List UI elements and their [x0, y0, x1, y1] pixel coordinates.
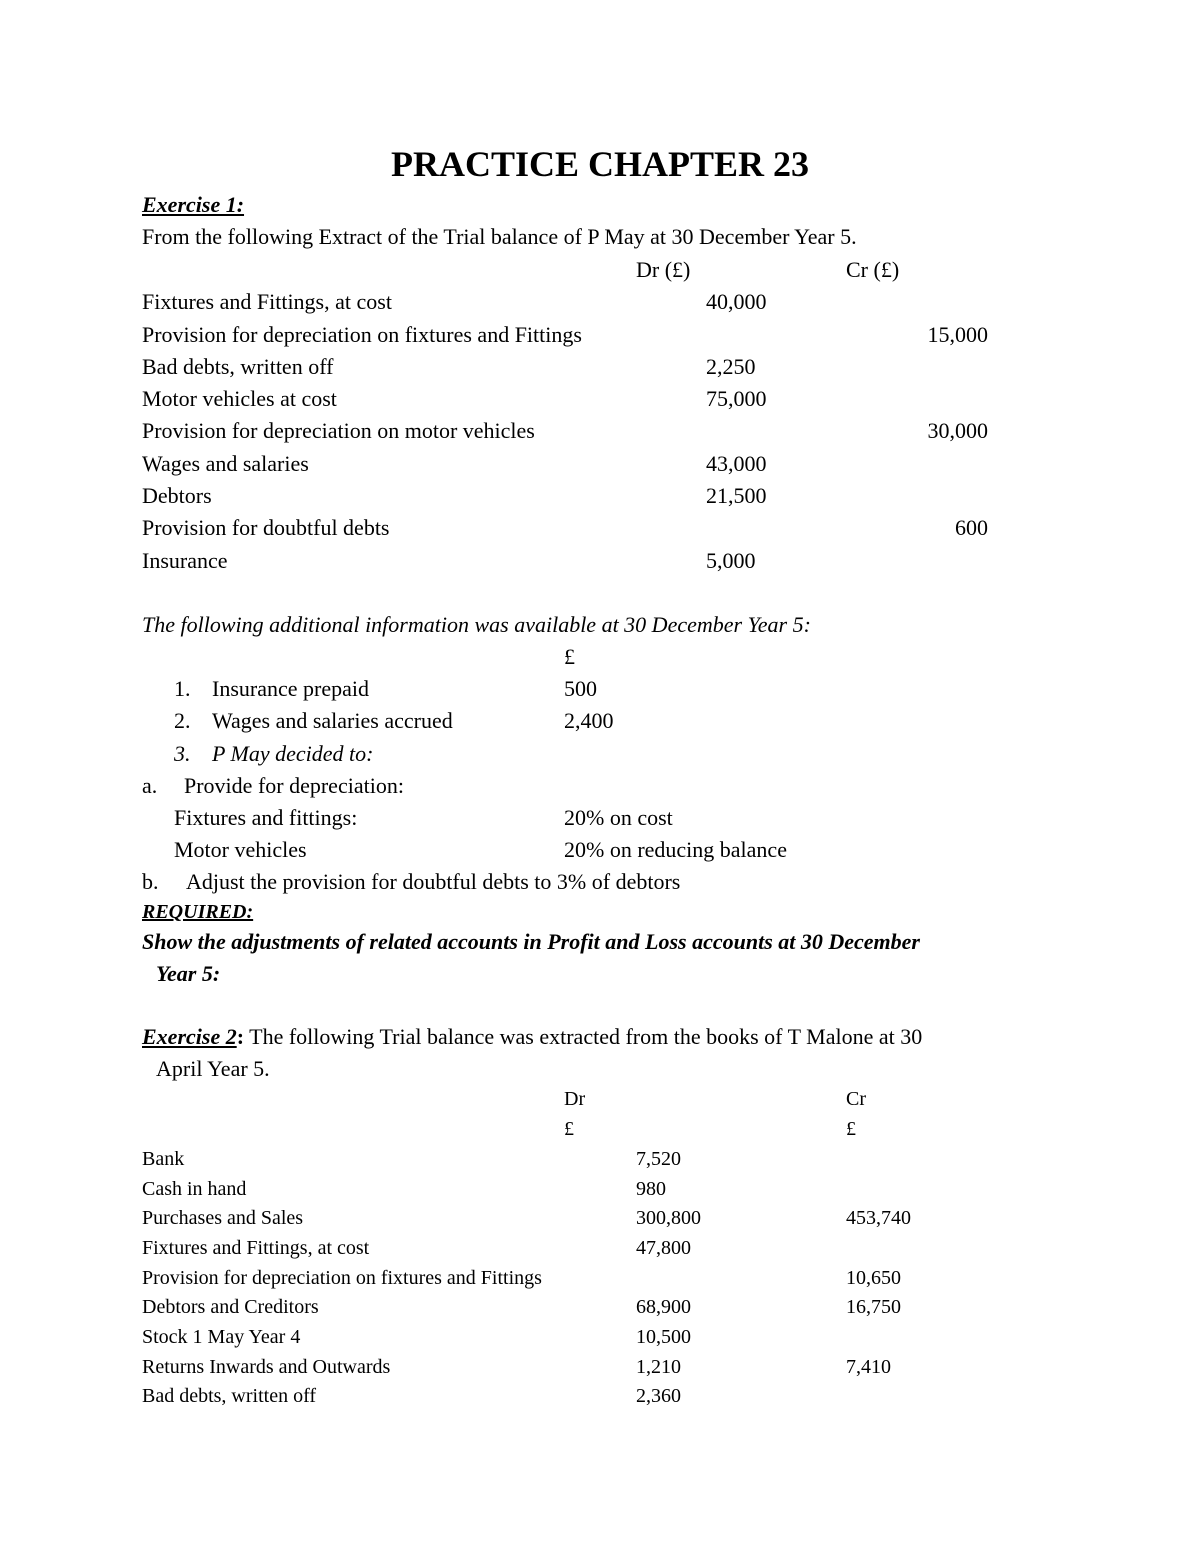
sub-item-a-marker: a.: [142, 773, 158, 798]
dep-label: Motor vehicles: [174, 837, 307, 862]
row-label: Fixtures and Fittings, at cost: [142, 289, 392, 314]
exercise-2-heading: Exercise 2: [142, 1024, 237, 1049]
row-label: Provision for doubtful debts: [142, 515, 390, 540]
row-dr: 1,210: [636, 1356, 681, 1378]
required-text-line2: Year 5:: [156, 961, 221, 986]
item-label: Insurance prepaid: [212, 676, 369, 701]
exercise-1-heading: Exercise 1:: [142, 192, 245, 217]
item-value: 500: [564, 676, 597, 701]
row-dr: 300,800: [636, 1207, 701, 1229]
ex1-cr-header: Cr (£): [846, 257, 900, 282]
row-dr: 47,800: [636, 1237, 691, 1259]
item-number: 3.: [174, 741, 191, 766]
row-label: Cash in hand: [142, 1178, 247, 1200]
row-label: Bad debts, written off: [142, 354, 334, 379]
page-title: PRACTICE CHAPTER 23: [390, 144, 810, 184]
row-dr: 21,500: [706, 483, 767, 508]
row-label: Purchases and Sales: [142, 1207, 304, 1229]
exercise-1-intro: From the following Extract of the Trial balance of P May at 30 December Year 5.: [142, 224, 857, 249]
row-cr: 600: [955, 515, 988, 540]
item-label: Wages and salaries accrued: [212, 708, 453, 733]
row-cr: 16,750: [846, 1296, 901, 1318]
required-text-line1: Show the adjustments of related accounts in Profit and Loss accounts at 30 December: [142, 929, 920, 954]
exercise-2-intro-line2: April Year 5.: [156, 1056, 270, 1081]
row-dr: 10,500: [636, 1326, 691, 1348]
ex2-dr-currency: £: [564, 1118, 574, 1140]
row-cr: 453,740: [846, 1207, 911, 1229]
row-dr: 2,250: [706, 354, 756, 379]
row-dr: 43,000: [706, 451, 767, 476]
row-label: Wages and salaries: [142, 451, 309, 476]
item-value: 2,400: [564, 708, 614, 733]
row-label: Fixtures and Fittings, at cost: [142, 1237, 370, 1259]
row-dr: 75,000: [706, 386, 767, 411]
ex2-cr-currency: £: [846, 1118, 856, 1140]
row-label: Bank: [142, 1148, 185, 1170]
row-label: Debtors: [142, 483, 212, 508]
row-dr: 7,520: [636, 1148, 681, 1170]
exercise-2-intro-text: The following Trial balance was extracted from the books of T Malone at 30: [244, 1024, 923, 1049]
row-dr: 2,360: [636, 1385, 681, 1407]
row-label: Bad debts, written off: [142, 1385, 317, 1407]
row-cr: 7,410: [846, 1356, 891, 1378]
additional-info-heading: The following additional information was available at 30 December Year 5:: [142, 612, 811, 637]
currency-label: £: [564, 644, 575, 669]
exercise-2-intro-line1: [142, 1026, 922, 1048]
row-dr: 980: [636, 1178, 666, 1200]
dep-value: 20% on reducing balance: [564, 837, 787, 862]
row-label: Provision for depreciation on fixtures and Fittings: [142, 322, 582, 347]
item-label: P May decided to:: [212, 741, 374, 766]
item-number: 2.: [174, 708, 191, 733]
row-label: Stock 1 May Year 4: [142, 1326, 301, 1348]
row-label: Debtors and Creditors: [142, 1296, 319, 1318]
ex2-cr-header: Cr: [846, 1088, 866, 1110]
sub-item-a-text: Provide for depreciation:: [184, 773, 404, 798]
dep-value: 20% on cost: [564, 805, 673, 830]
row-label: Provision for depreciation on motor vehicles: [142, 418, 535, 443]
sub-item-b-text: Adjust the provision for doubtful debts to 3% of debtors: [186, 869, 681, 894]
sub-item-b-marker: b.: [142, 869, 159, 894]
required-heading: REQUIRED:: [142, 901, 254, 923]
row-dr: 40,000: [706, 289, 767, 314]
row-cr: 10,650: [846, 1267, 901, 1289]
ex1-dr-header: Dr (£): [636, 257, 691, 282]
row-cr: 30,000: [927, 418, 988, 443]
exercise-2-colon: :: [236, 1024, 245, 1049]
item-number: 1.: [174, 676, 191, 701]
row-label: Insurance: [142, 548, 228, 573]
row-cr: 15,000: [927, 322, 988, 347]
dep-label: Fixtures and fittings:: [174, 805, 358, 830]
row-label: Provision for depreciation on fixtures and Fittings: [142, 1267, 542, 1289]
row-label: Returns Inwards and Outwards: [142, 1356, 391, 1378]
row-dr: 5,000: [706, 548, 756, 573]
ex2-dr-header: Dr: [564, 1088, 586, 1110]
row-dr: 68,900: [636, 1296, 691, 1318]
row-label: Motor vehicles at cost: [142, 386, 337, 411]
